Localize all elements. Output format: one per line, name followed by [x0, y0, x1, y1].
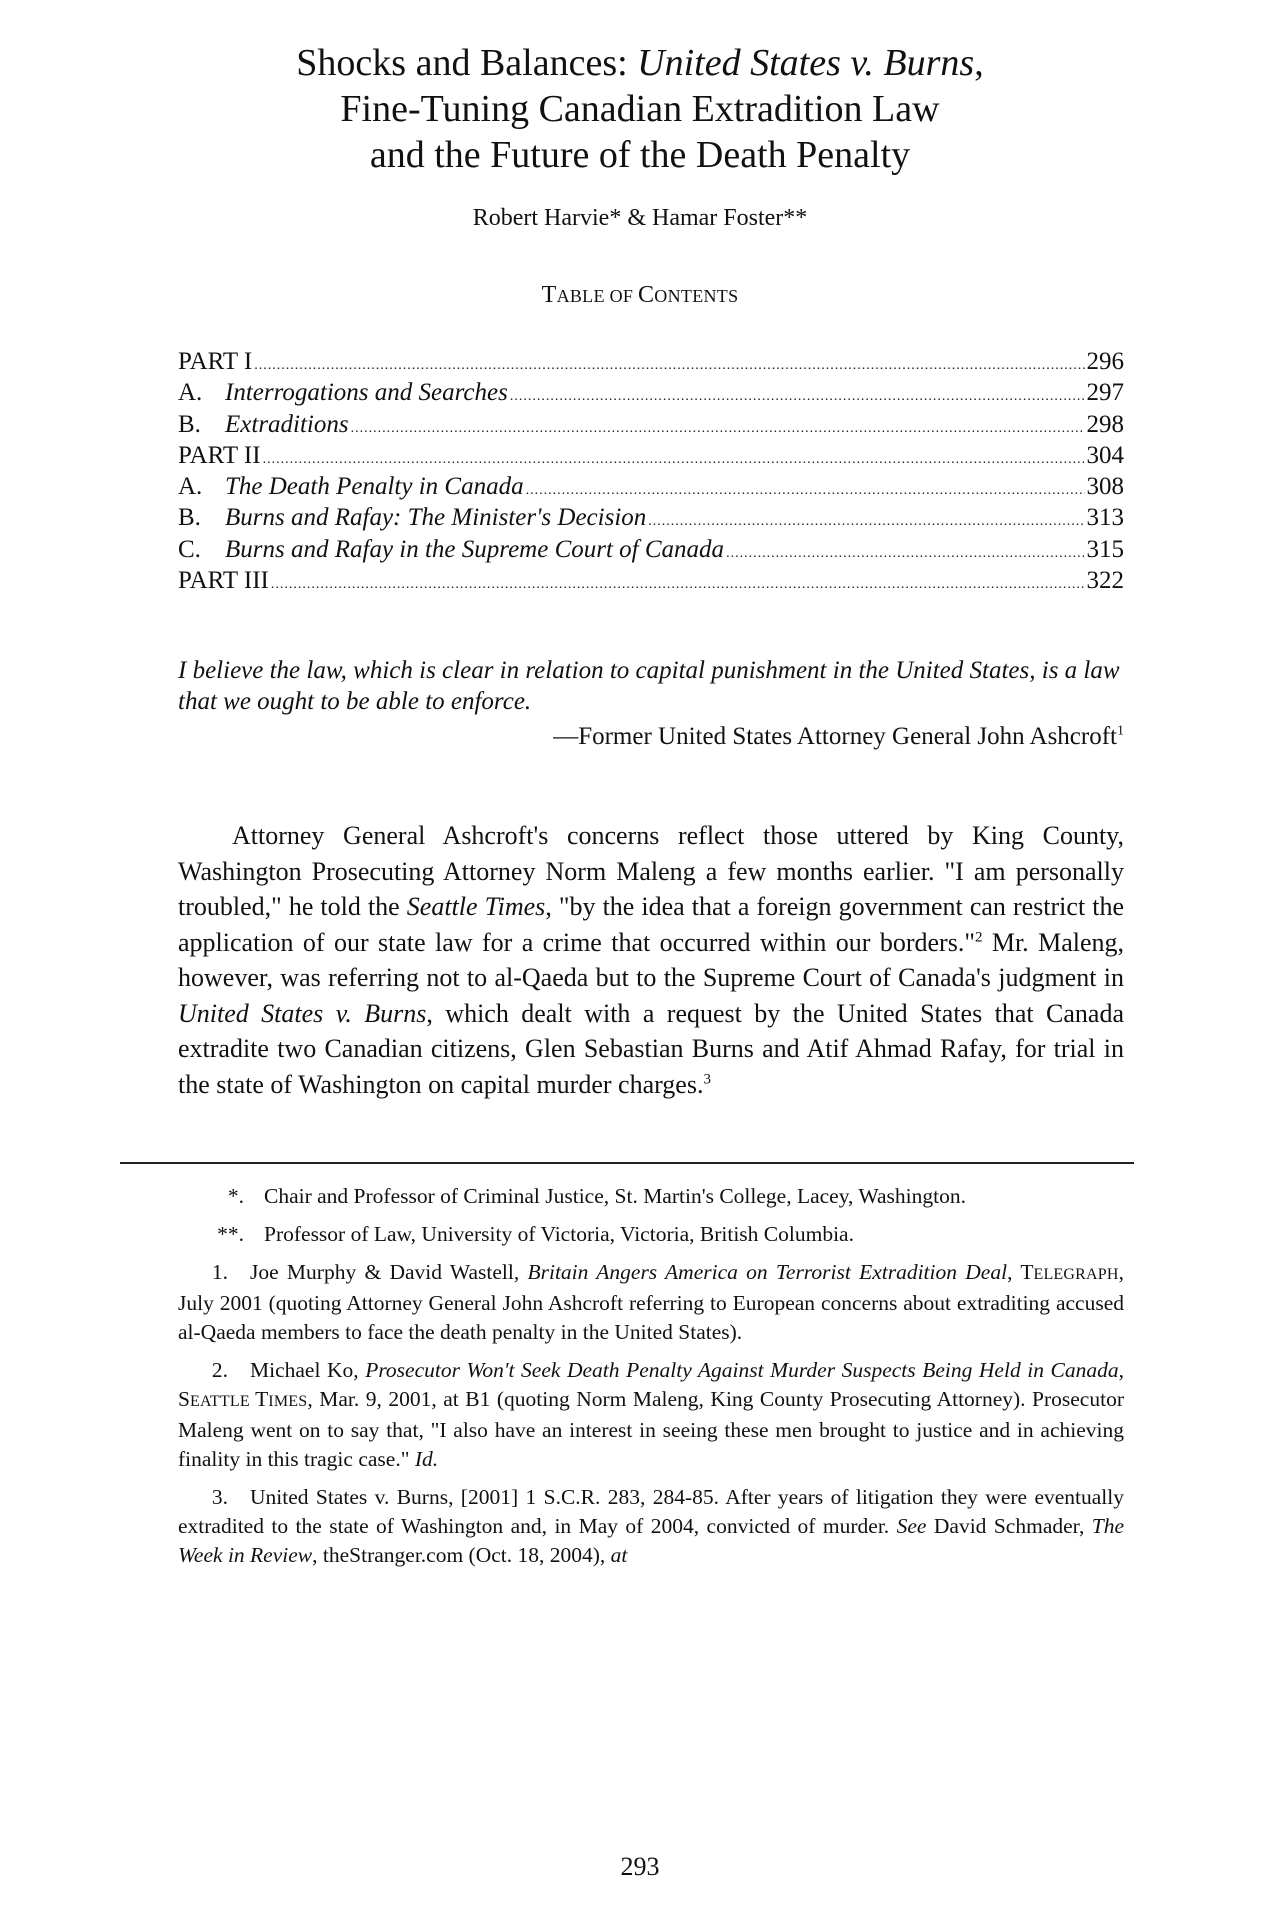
author-line: Robert Harvie* & Hamar Foster** — [472, 205, 808, 231]
table-of-contents — [178, 348, 1124, 598]
page-number: 293 — [620, 1852, 660, 1881]
footnote-divider — [120, 1162, 1134, 1164]
epigraph-attribution: —Former United States Attorney General John Ashcroft$^1$ — [553, 723, 1124, 750]
footnote-2: 2. Michael Ko, Prosecutor Won't Seek Death Penalty Against Murder Suspects Being Held in Canada, SEATTLE TIMES, Mar. 9, 2001, at B1 (quoting Norm Maleng, King County Prosecuting Attorney). Prosecutor Maleng went on to say that, "I also have an interest in seeing these men brought to justice and in achieving finality in this tragic case." Id. — [178, 1358, 1124, 1471]
toc-entry-supreme-court[interactable]: C. Burns and Rafay in the Supreme Court of Canada ..... 315 — [178, 536, 1124, 567]
title-line-2: Fine-Tuning Canadian Extradition Law — [340, 88, 940, 130]
toc-entry-part-1[interactable]: PART I ..... 296 — [178, 348, 1124, 379]
toc-leader — [648, 514, 1084, 530]
toc-leader — [263, 452, 1085, 468]
footnote-ref-1[interactable]: 1 — [1117, 723, 1124, 739]
epigraph-quote: I believe the law, which is clear in relation to capital punishment in the United States, is a law that we ought to be able to enforce. — [178, 657, 1120, 715]
footnote-author-2: **. Professor of Law, University of Victoria, Victoria, British Columbia. — [217, 1222, 854, 1246]
title-line-3: and the Future of the Death Penalty — [369, 134, 911, 176]
toc-leader — [726, 546, 1084, 562]
article-title — [240, 40, 1040, 178]
toc-entry-interrogations[interactable]: A. Interrogations and Searches ..... 297 — [178, 379, 1124, 410]
toc-entry-ministers-decision[interactable]: B. Burns and Rafay: The Minister's Decision ..... 313 — [178, 504, 1124, 535]
body-paragraph: Attorney General Ashcroft's concerns reflect those uttered by King County, Washington Prosecuting Attorney Norm Maleng a few months earlier. "I am personally troubled," he told the Seattle Times, "by the idea that a foreign government can restrict the application of our state law for a crime that occurred within our borders."$^2$ Mr. Maleng, however, was referring not to al-Qaeda but to the Supreme Court of Canada's judgment in United States v. Burns, which dealt with a request by the United States that Canada extradite two Canadian citizens, Glen Sebastian Burns and Atif Ahmad Rafay, for trial in the state of Washington on capital murder charges.$^3$ — [178, 821, 1125, 1099]
toc-leader — [271, 577, 1085, 593]
toc-heading: TABLE OF CONTENTS — [541, 282, 739, 308]
toc-entry-part-2[interactable]: PART II ..... 304 — [178, 442, 1124, 473]
footnotes — [178, 1182, 1124, 1579]
toc-leader — [254, 358, 1084, 374]
toc-leader — [526, 483, 1085, 499]
toc-entry-extraditions[interactable]: B. Extraditions ..... 298 — [178, 411, 1124, 442]
toc-entry-part-3[interactable]: PART III ..... 322 — [178, 567, 1124, 598]
footnote-ref-3[interactable]: 3 — [703, 1070, 711, 1087]
toc-entry-death-penalty[interactable]: A. The Death Penalty in Canada ..... 308 — [178, 473, 1124, 504]
footnote-ref-2[interactable]: 2 — [974, 928, 983, 945]
title-line-1: Shocks and Balances: United States v. Burns, — [296, 42, 984, 84]
footnote-1: 1. Joe Murphy & David Wastell, Britain Angers America on Terrorist Extradition Deal, TELEGRAPH, July 2001 (quoting Attorney General John Ashcroft referring to European concerns about extraditing accused al-Qaeda members to face the death penalty in the United States). — [178, 1260, 1125, 1344]
footnote-author-1: *. Chair and Professor of Criminal Justice, St. Martin's College, Lacey, Washington. — [227, 1184, 966, 1208]
toc-leader — [351, 421, 1085, 437]
footnote-3: 3. United States v. Burns, [2001] 1 S.C.R. 283, 284-85. After years of litigation they were eventually extradited to the state of Washington and, in May of 2004, convicted of murder. See David Schmader, The Week in Review, theStranger.com (Oct. 18, 2004), at — [178, 1485, 1125, 1567]
toc-leader — [510, 389, 1085, 405]
